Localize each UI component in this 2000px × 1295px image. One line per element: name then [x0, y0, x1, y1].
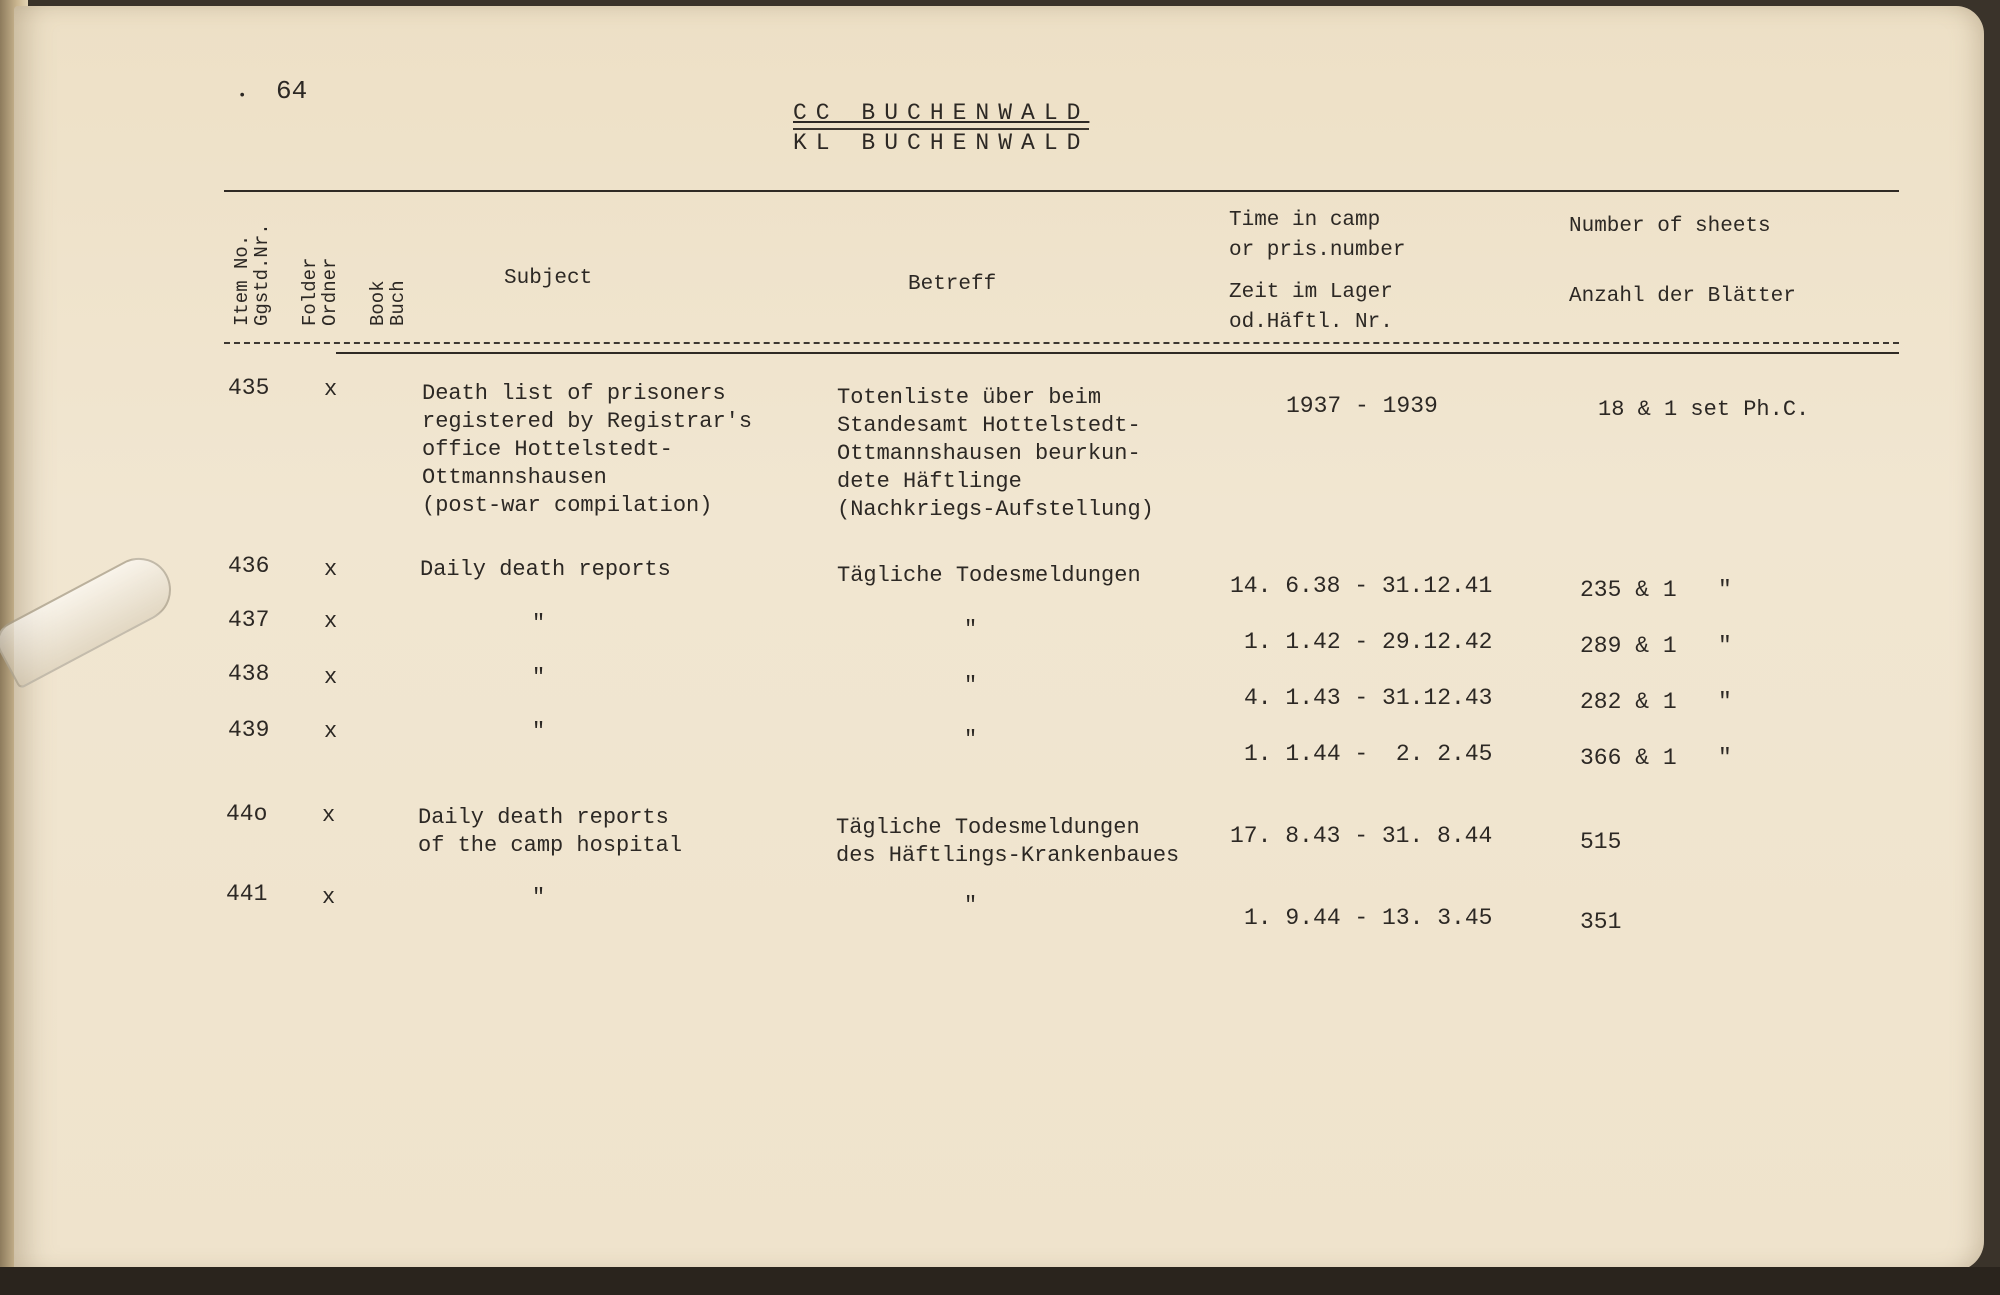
page-dot: • — [238, 88, 247, 104]
row-betreff-ditto: " — [964, 673, 978, 698]
row-folder: x — [324, 719, 338, 744]
row-subject: Death list of prisoners registered by Registrar's office Hottelstedt- Ottmannshausen (post-war compilation) — [422, 381, 753, 518]
page-number: 64 — [276, 76, 308, 106]
row-sheets: 235 & 1 " — [1580, 577, 1732, 603]
header-top-rule — [224, 190, 1899, 192]
row-subject-ditto: " — [532, 885, 546, 910]
row-folder: x — [324, 609, 338, 634]
row-folder: x — [322, 803, 336, 828]
header-time-de: Zeit im Lager od.Häftl. Nr. — [1229, 281, 1393, 334]
title-english: CC BUCHENWALD — [793, 100, 1090, 126]
header-subject: Subject — [504, 267, 593, 290]
row-item: 438 — [228, 661, 270, 687]
row-sheets: 18 & 1 set Ph.C. — [1598, 397, 1810, 422]
page-edge-shadow — [0, 1267, 2000, 1295]
row-folder: x — [324, 557, 338, 582]
glass-weight — [0, 547, 182, 690]
row-sheets: 351 — [1580, 909, 1622, 935]
title-german: KL BUCHENWALD — [793, 130, 1090, 156]
row-folder: x — [324, 665, 338, 690]
row-subject-ditto: " — [532, 611, 546, 636]
header-betreff: Betreff — [908, 273, 997, 296]
row-time: 1937 - 1939 — [1286, 393, 1438, 419]
row-sheets: 282 & 1 " — [1580, 689, 1732, 715]
row-sheets: 289 & 1 " — [1580, 633, 1732, 659]
header-book: Book Buch — [367, 280, 409, 326]
header-mid-dash — [224, 342, 1899, 344]
row-time: 4. 1.43 - 31.12.43 — [1244, 685, 1493, 711]
row-time: 17. 8.43 - 31. 8.44 — [1230, 823, 1493, 849]
row-item: 437 — [228, 607, 270, 633]
row-time: 1. 9.44 - 13. 3.45 — [1244, 905, 1493, 931]
row-subject: Daily death reports — [420, 557, 671, 582]
row-betreff: Totenliste über beim Standesamt Hottelstedt- Ottmannshausen beurkun- dete Häftlinge (Nachkriegs-Aufstellung) — [837, 385, 1154, 522]
header-bottom-rule — [336, 352, 1899, 354]
row-item: 435 — [228, 375, 270, 401]
row-betreff-ditto: " — [964, 893, 978, 918]
header-folder: Folder Ordner — [299, 257, 341, 326]
row-item: 436 — [228, 553, 270, 579]
row-time: 14. 6.38 - 31.12.41 — [1230, 573, 1493, 599]
row-betreff: Tägliche Todesmeldungen — [837, 563, 1141, 588]
row-subject-ditto: " — [532, 665, 546, 690]
row-betreff-ditto: " — [964, 727, 978, 752]
header-item-no: Item No. Ggstd.Nr. — [231, 223, 273, 326]
row-item: 439 — [228, 717, 270, 743]
row-betreff: Tägliche Todesmeldungen des Häftlings-Krankenbaues — [836, 815, 1180, 868]
header-time-en: Time in camp or pris.number — [1229, 209, 1406, 262]
row-item: 441 — [226, 881, 268, 907]
row-item: 44o — [226, 801, 268, 827]
header-sheets-en: Number of sheets — [1569, 215, 1771, 238]
row-sheets: 515 — [1580, 829, 1622, 855]
row-folder: x — [324, 377, 338, 402]
row-time: 1. 1.44 - 2. 2.45 — [1244, 741, 1493, 767]
row-betreff-ditto: " — [964, 617, 978, 642]
header-sheets-de: Anzahl der Blätter — [1569, 285, 1796, 308]
row-sheets: 366 & 1 " — [1580, 745, 1732, 771]
row-time: 1. 1.42 - 29.12.42 — [1244, 629, 1493, 655]
row-subject-ditto: " — [532, 719, 546, 744]
row-subject: Daily death reports of the camp hospital — [418, 805, 683, 858]
row-folder: x — [322, 885, 336, 910]
